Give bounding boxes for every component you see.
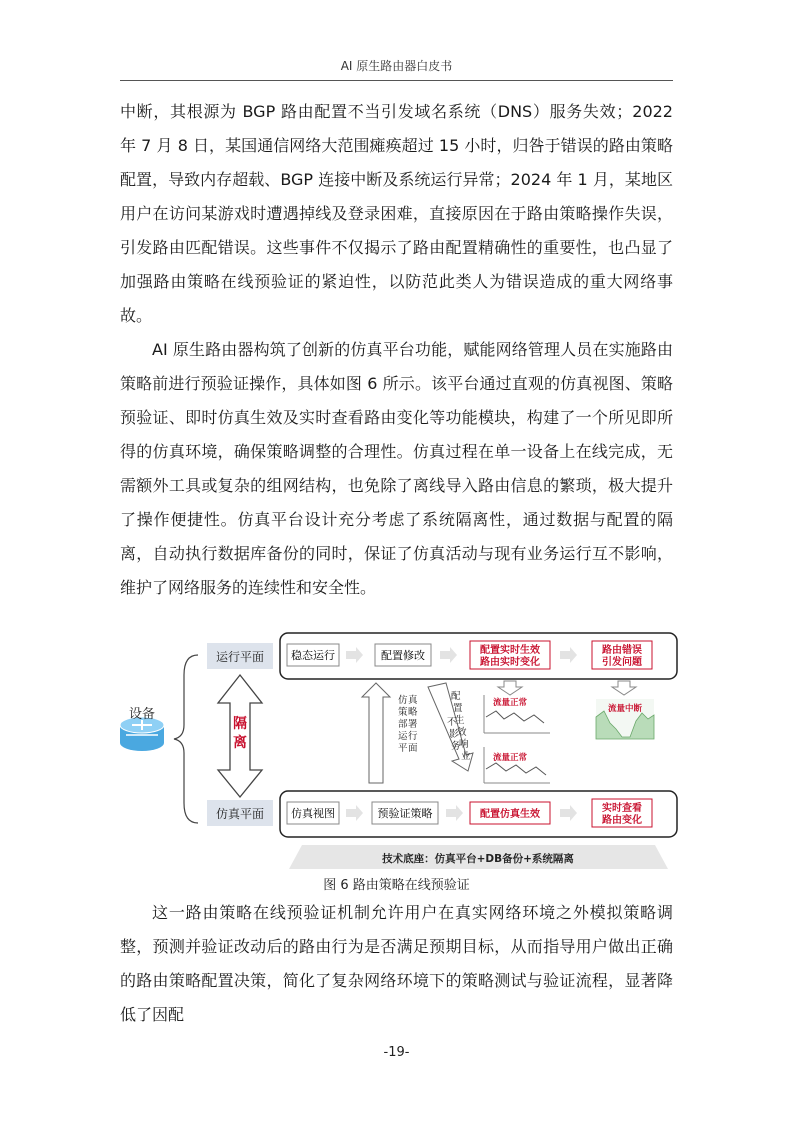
step-realtime-view: 实时查看 (602, 803, 642, 814)
svg-text:行: 行 (408, 731, 418, 742)
brace (174, 655, 198, 823)
step-route-change-sim: 路由变化 (602, 815, 642, 826)
traffic-interrupt-label: 流量中断 (607, 704, 643, 714)
step-route-error: 路由错误 (602, 645, 642, 656)
tech-base-label: 技术底座：仿真平台+DB备份+系统隔离 (382, 853, 574, 865)
svg-text:响: 响 (459, 739, 469, 750)
svg-text:效: 效 (457, 727, 467, 738)
page-header: AI 原生路由器白皮书 (340, 59, 453, 73)
deploy-arrow (362, 683, 390, 783)
paragraph-1: 中断，其根源为 BGP 路由配置不当引发域名系统（DNS）服务失效；2022 年 7 月 8 日，某国通信网络大范围瘫痪超过 15 小时，归咎于错误的路由策略配置，导致内存超载、BGP 连接中断及系统运行异常；2024 年 1 月，某地区用户在访问某游戏时遭遇掉线及登录困难，直接原因在于路由策略操作失误，引发路由匹配错误。这些事件不仅揭示了路由配置精确性的重要性，也凸显了加强路由策略在线预验证的紧迫性，以防范此类人为错误造成的重大网络事故。 (120, 102, 673, 325)
traffic-normal-label-2: 流量正常 (492, 753, 528, 763)
svg-text:生: 生 (455, 715, 465, 726)
step-config-effective: 配置实时生效 (480, 645, 540, 656)
svg-text:影: 影 (449, 729, 459, 740)
no-impact-label (447, 691, 471, 762)
figure-route-policy (110, 625, 685, 873)
svg-text:业: 业 (461, 751, 471, 762)
svg-text:面: 面 (408, 743, 418, 754)
figure-caption: 图 6 路由策略在线预验证 (323, 878, 470, 893)
svg-text:不: 不 (447, 717, 457, 728)
paragraph-3: 这一路由策略在线预验证机制允许用户在真实网络环境之外模拟策略调整，预测并验证改动后的路由行为是否满足预期目标，从而指导用户做出正确的路由策略配置决策，简化了复杂网络环境下的策略测试与验证流程，显著降低了因配 (120, 903, 673, 1024)
svg-text:置: 置 (453, 703, 463, 714)
svg-text:配: 配 (451, 691, 461, 702)
step-route-change: 路由实时变化 (480, 657, 540, 668)
step-cause-issue: 引发问题 (602, 657, 642, 668)
step-pre-verify: 预验证策略 (377, 807, 433, 820)
traffic-normal-label-1: 流量正常 (492, 698, 528, 708)
router-icon (120, 717, 164, 751)
svg-text:真: 真 (408, 695, 418, 706)
svg-text:策: 策 (398, 707, 408, 718)
run-plane-label: 运行平面 (215, 650, 265, 664)
deploy-label (398, 694, 418, 754)
svg-text:务: 务 (451, 741, 461, 752)
svg-text:部: 部 (398, 719, 408, 730)
svg-text:略: 略 (408, 707, 418, 718)
svg-text:仿: 仿 (398, 695, 408, 706)
svg-text:平: 平 (398, 743, 408, 754)
sim-plane-label: 仿真平面 (215, 807, 265, 821)
page-number: -19- (383, 1045, 410, 1060)
step-steady: 稳态运行 (291, 649, 335, 662)
isolation-label-2: 离 (233, 735, 247, 751)
svg-text:署: 署 (408, 719, 418, 730)
header-rule (120, 80, 673, 81)
device-label: 设备 (128, 707, 156, 722)
step-sim-view: 仿真视图 (291, 807, 335, 820)
paragraph-2: AI 原生路由器构筑了创新的仿真平台功能，赋能网络管理人员在实施路由策略前进行预验证操作，具体如图 6 所示。该平台通过直观的仿真视图、策略预验证、即时仿真生效及实时查看路由变化等功能模块，构建了一个所见即所得的仿真环境，确保策略调整的合理性。仿真过程在单一设备上在线完成，无需额外工具或复杂的组网结构，也免除了离线导入路由信息的繁琐，极大提升了操作便捷性。仿真平台设计充分考虑了系统隔离性，通过数据与配置的隔离，自动执行数据库备份的同时，保证了仿真活动与现有业务运行互不影响，维护了网络服务的连续性和安全性。 (120, 340, 673, 597)
svg-text:运: 运 (398, 731, 408, 742)
step-sim-effective: 配置仿真生效 (480, 809, 540, 820)
step-config-modify: 配置修改 (381, 649, 425, 662)
isolation-label-1: 隔 (233, 716, 247, 732)
